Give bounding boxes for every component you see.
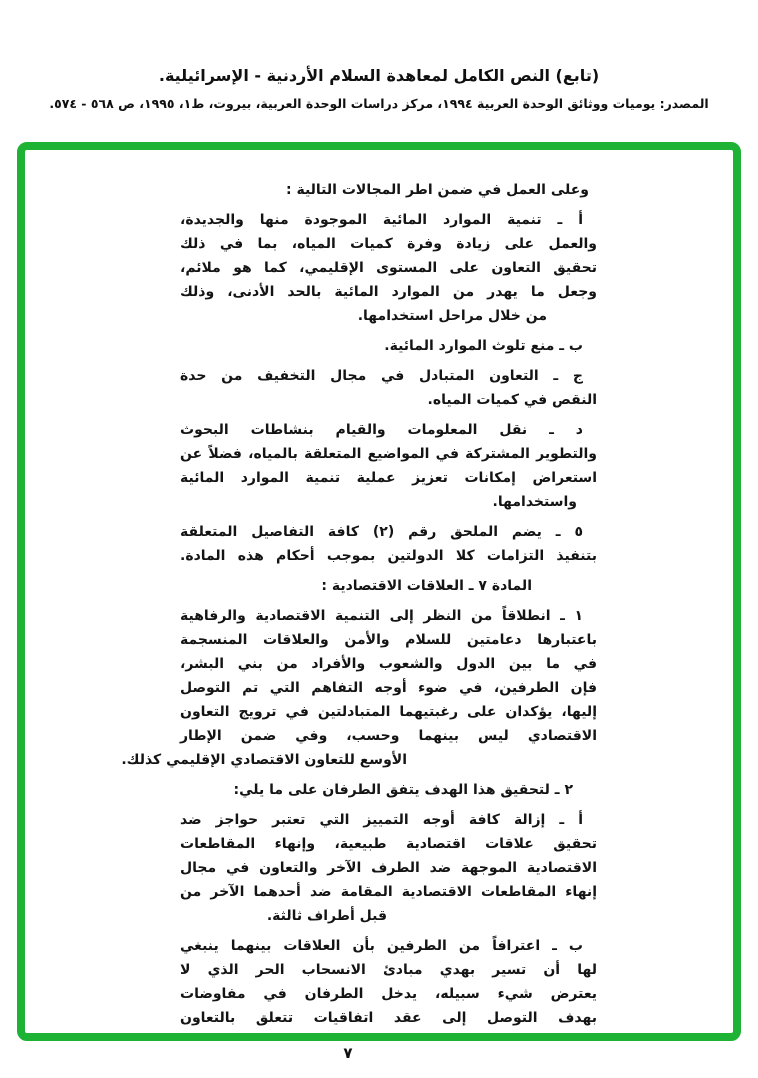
paragraph — [180, 178, 597, 202]
page-number: ٧ — [343, 1044, 353, 1062]
text-line: وجعل ما يهدر من الموارد المائية بالحد الأدنى، وذلك — [180, 284, 597, 300]
paragraph — [180, 520, 597, 568]
paragraph — [180, 418, 597, 514]
paragraph — [180, 208, 597, 328]
treaty-text-frame — [17, 142, 741, 1041]
text-line: باعتبارها دعامتين للسلام والأمن والعلاقات المنسجمة — [180, 632, 597, 648]
text-line: واستخدامها. — [492, 494, 577, 510]
text-line: ٢ ـ لتحقيق هذا الهدف يتفق الطرفان على ما يلي: — [233, 782, 573, 798]
paragraph — [180, 778, 597, 802]
document-title: (تابع) النص الكامل لمعاهدة السلام الأردنية - الإسرائيلية. — [158, 66, 600, 85]
paragraph — [180, 334, 597, 358]
text-line: ج ـ التعاون المتبادل في مجال التخفيف من حدة — [180, 368, 583, 384]
text-line: تحقيق التعاون على المستوى الإقليمي، كما هو ملائم، — [180, 260, 597, 276]
text-line: الاقتصادي ليس بينهما وحسب، وفي ضمن الإطار — [180, 728, 597, 744]
paragraph — [180, 934, 597, 1030]
text-line: ب ـ منع تلوث الموارد المائية. — [384, 338, 583, 354]
paragraph — [180, 574, 597, 598]
text-line: إليها، يؤكدان على رغبتيهما المتبادلتين في ترويج التعاون — [180, 704, 597, 720]
text-line: النقص في كميات المياه. — [427, 392, 597, 408]
text-line: المادة ٧ ـ العلاقات الاقتصادية : — [321, 578, 532, 594]
text-line: قبل أطراف ثالثة. — [266, 908, 387, 924]
text-line: أ ـ تنمية الموارد المائية الموجودة منها والجديدة، — [180, 212, 583, 228]
text-line: ١ ـ انطلاقاً من النظر إلى التنمية الاقتصادية والرفاهية — [180, 608, 583, 624]
source-citation: المصدر: يوميات ووثائق الوحدة العربية ١٩٩٤، مركز دراسات الوحدة العربية، بيروت، ط١، ١٩٩٥، ص ٥٦٨ - ٥٧٤. — [49, 96, 709, 111]
text-line: وعلى العمل في ضمن اطر المجالات التالية : — [285, 182, 589, 198]
text-line: لها أن تسير بهدي مبادئ الانسحاب الحر الذي لا — [180, 962, 597, 978]
text-line: في ما بين الدول والشعوب والأفراد من بني البشر، — [180, 656, 597, 672]
paragraph — [180, 808, 597, 928]
text-line: استعراض إمكانات تعزيز عملية تنمية الموارد المائية — [180, 470, 597, 486]
paragraph — [180, 364, 597, 412]
text-line: والتطوير المشتركة في المواضيع المتعلقة بالمياه، فضلاً عن — [180, 446, 597, 462]
text-line: ب ـ اعترافاً من الطرفين بأن العلاقات بينهما ينبغي — [180, 938, 583, 954]
text-line: إنهاء المقاطعات الاقتصادية المقامة ضد أحدهما الآخر من — [180, 884, 597, 900]
text-line: بتنفيذ التزامات كلا الدولتين بموجب أحكام هذه المادة. — [180, 548, 597, 564]
text-line: تحقيق علاقات اقتصادية طبيعية، وإنهاء المقاطعات — [180, 836, 597, 852]
text-line: ٥ ـ يضم الملحق رقم (٢) كافة التفاصيل المتعلقة — [180, 524, 584, 540]
text-line: بهدف التوصل إلى عقد اتفاقيات تتعلق بالتعاون — [180, 1010, 597, 1026]
text-line: د ـ نقل المعلومات والقيام بنشاطات البحوث — [180, 422, 583, 438]
treaty-text-column — [121, 178, 597, 1036]
paragraph — [121, 604, 597, 772]
text-line: من خلال مراحل استخدامها. — [357, 308, 547, 324]
text-line: والعمل على زيادة وفرة كميات المياه، بما في ذلك — [180, 236, 597, 252]
text-line: أ ـ إزالة كافة أوجه التمييز التي تعتبر حواجز ضد — [180, 812, 583, 828]
text-line: الأوسع للتعاون الاقتصادي الإقليمي كذلك. — [121, 752, 407, 768]
text-line: فإن الطرفين، في ضوء أوجه التفاهم التي تم التوصل — [180, 680, 597, 696]
text-line: يعترض شيء سبيله، يدخل الطرفان في مفاوضات — [180, 986, 597, 1002]
text-line: الاقتصادية الموجهة ضد الطرف الآخر والتعاون في مجال — [180, 860, 597, 876]
